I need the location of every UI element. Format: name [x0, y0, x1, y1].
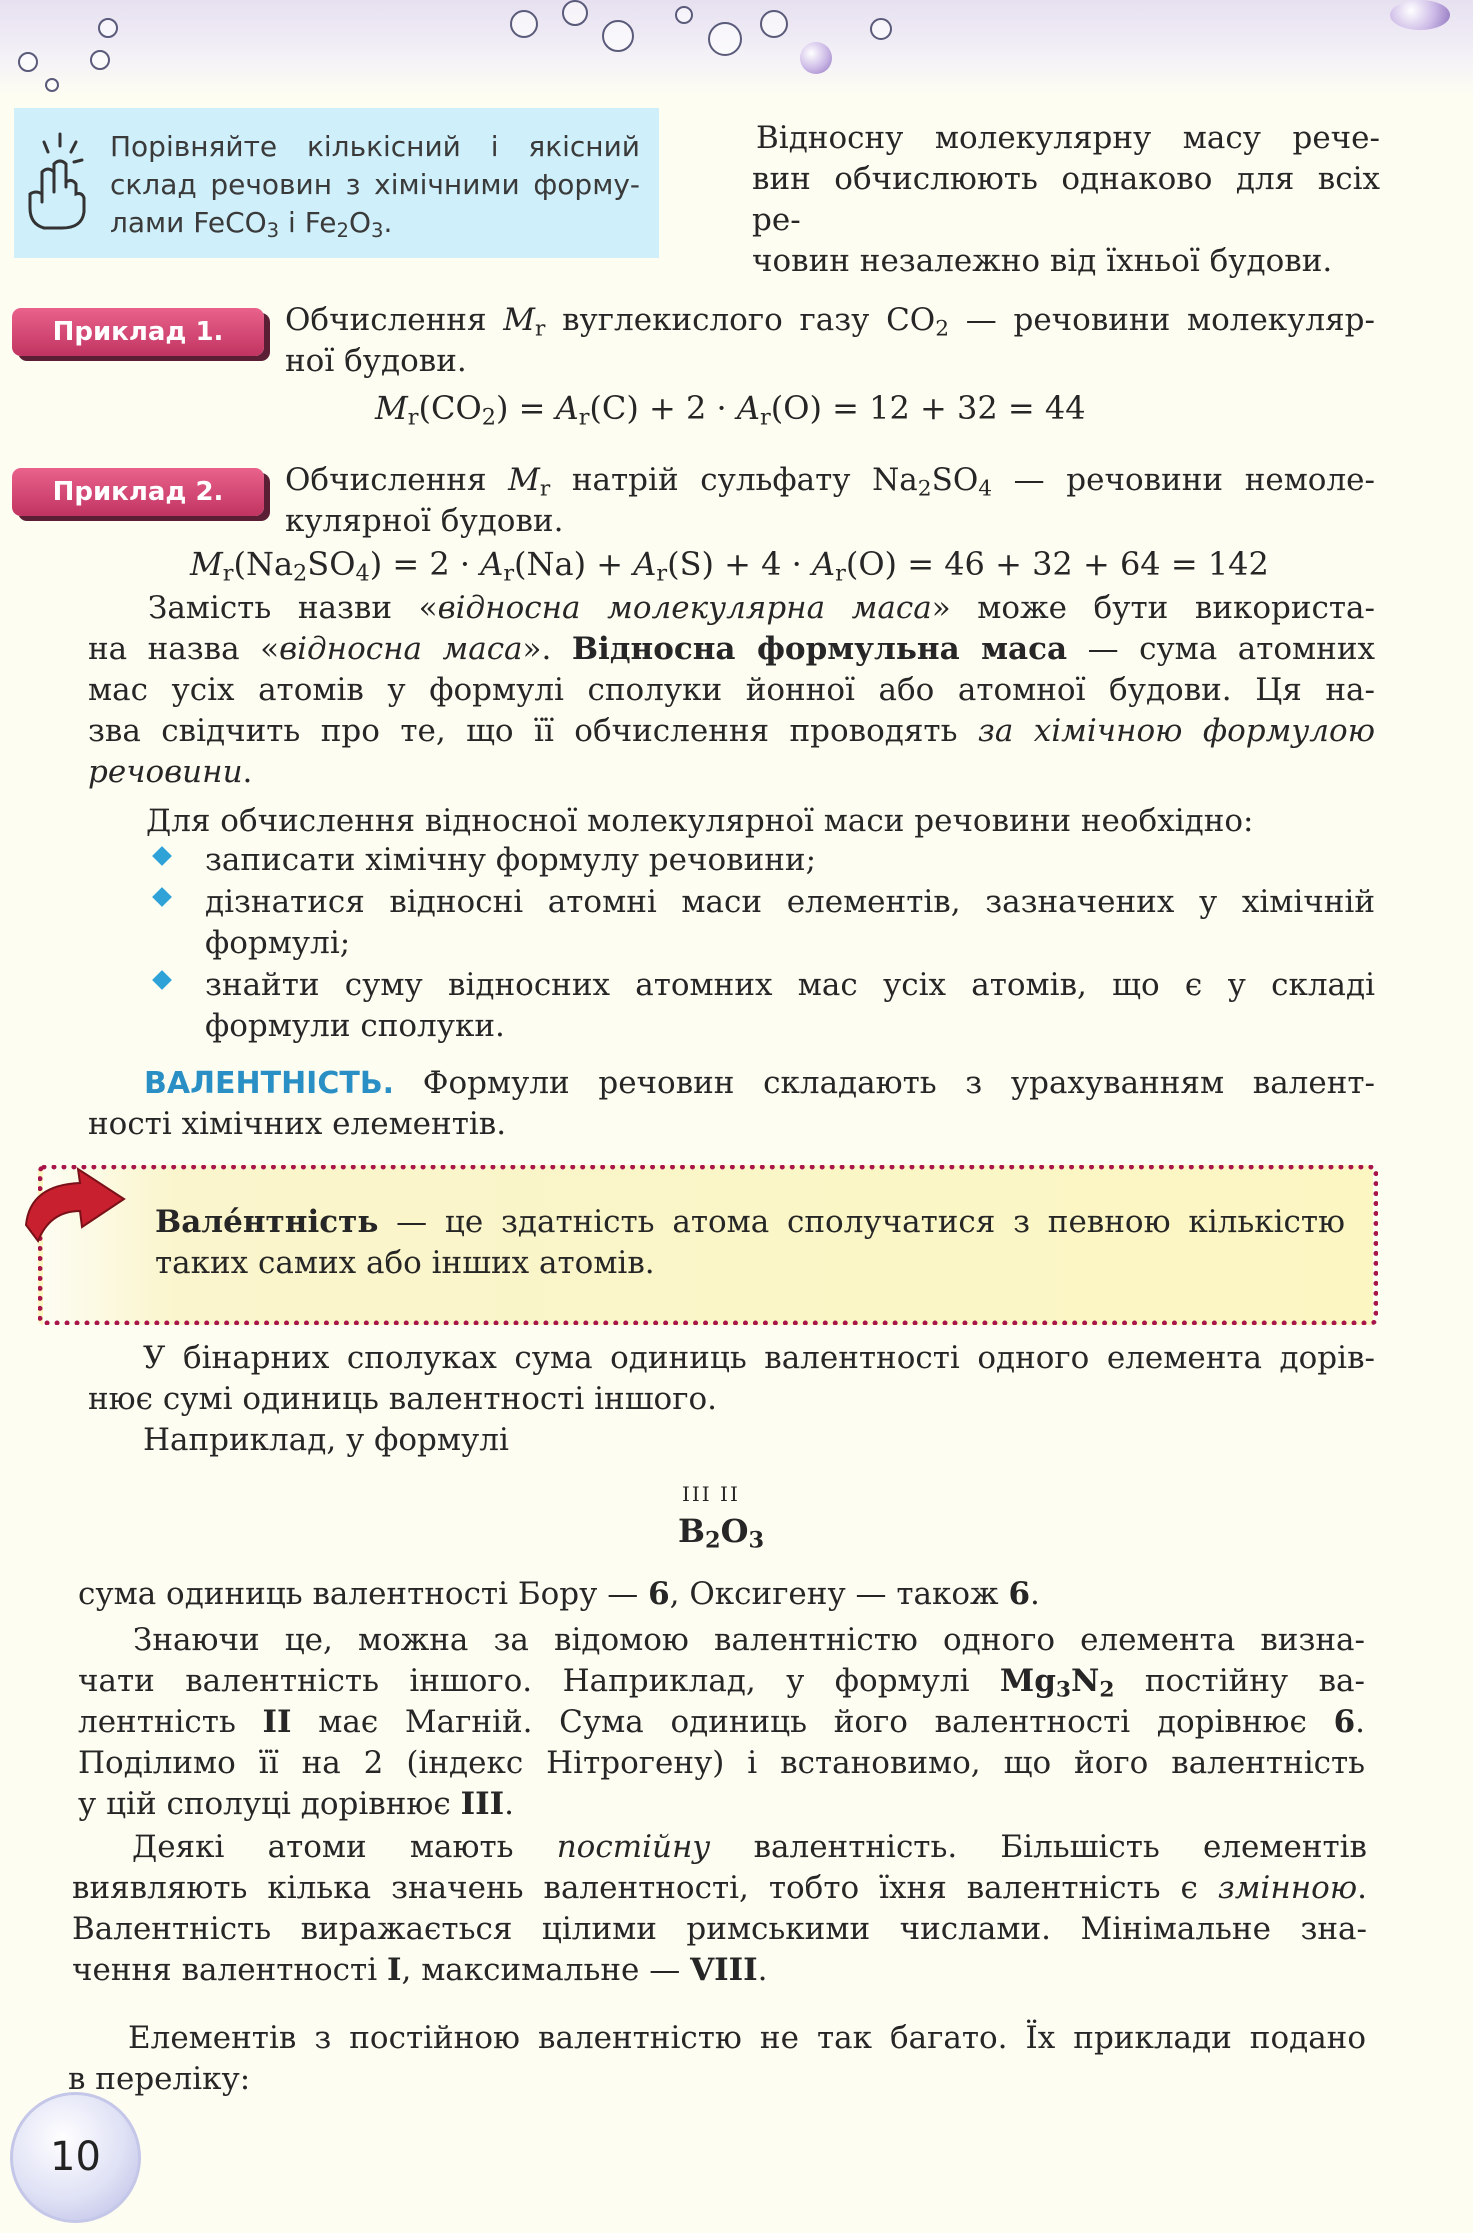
text-line — [88, 629, 1375, 670]
few-elements-paragraph — [68, 2018, 1366, 2100]
text-part: , максимальне — — [401, 1952, 691, 1988]
text-line — [285, 300, 1375, 341]
subscript: 2 — [1099, 1677, 1115, 1703]
list-item: записати хімічну формулу речовини; — [205, 842, 817, 878]
text-line: формулі; — [205, 925, 351, 961]
text-line: нює сумі одиниць валентності іншого. — [88, 1381, 717, 1417]
text-part: вуглекислого газу CO — [545, 302, 936, 338]
constant-valence-paragraph — [72, 1827, 1367, 1991]
page-number: 10 — [10, 2092, 141, 2223]
text-part: SO — [931, 462, 979, 498]
text-line — [88, 752, 1375, 793]
text-part: Обчислення — [285, 462, 509, 498]
italic-term: відносна молекулярна маса — [437, 590, 932, 626]
italic-term: змінною — [1217, 1870, 1358, 1906]
bullet-diamond-icon — [152, 970, 172, 990]
subscript: 3 — [371, 218, 384, 242]
knowing-paragraph — [78, 1620, 1365, 1825]
symbol-M: M — [503, 302, 535, 338]
text-part: виявляють кілька значень валентності, тобто їхня валентність є — [72, 1870, 1218, 1906]
subscript: r — [222, 560, 234, 587]
bubble-decoration — [602, 20, 634, 52]
bold-term: Відносна формульна маса — [571, 631, 1068, 667]
text-line: кулярної будови. — [285, 503, 564, 539]
list-item — [205, 965, 1375, 1047]
text-part: сума одиниць валентності Бору — — [78, 1576, 649, 1612]
bubble-decoration — [708, 22, 742, 56]
subscript: 4 — [355, 560, 370, 587]
example-1-formula: $M_r(CO_2) = A_r(C) + 2 \cdot A_r(O) = 12 + 32 = 44$ — [375, 389, 1086, 431]
intro-paragraph — [752, 118, 1380, 282]
bubble-decoration — [870, 18, 892, 40]
subscript: r — [407, 404, 419, 431]
example-2-text — [285, 460, 1375, 542]
text-part: » може бути використа- — [931, 590, 1375, 626]
text-line: ної будови. — [285, 343, 467, 379]
bubble-decoration — [510, 10, 538, 38]
bullet-diamond-icon — [152, 887, 172, 907]
definition-text — [155, 1202, 1345, 1284]
italic-term: постійну — [556, 1829, 711, 1865]
symbol-A: A — [736, 389, 760, 427]
text-part: чати валентність іншого. Наприклад, у формулі — [78, 1663, 1000, 1699]
text-line: Знаючи це, можна за відомою валентністю одного елемента визна- — [133, 1622, 1365, 1658]
formula-part: B — [678, 1512, 706, 1550]
subscript: r — [503, 560, 515, 587]
bubble-decoration — [1390, 0, 1450, 30]
curved-arrow-icon — [20, 1165, 130, 1255]
subscript: r — [656, 560, 668, 587]
text-line: формули сполуки. — [205, 1008, 505, 1044]
tip-formula-part: . — [383, 206, 393, 239]
bubble-decoration — [800, 42, 832, 74]
text-part: Деякі атоми мають — [132, 1829, 557, 1865]
text-line: в переліку: — [68, 2061, 251, 2097]
text-part: зва свідчить про те, що її обчислення проводять — [88, 713, 978, 749]
text-line — [72, 1827, 1367, 1868]
text-line — [155, 1202, 1345, 1243]
bubble-decoration — [760, 10, 788, 38]
symbol-A: A — [633, 545, 657, 583]
text-part: постійну ва- — [1114, 1663, 1365, 1699]
text-part: чення валентності — [72, 1952, 387, 1988]
text-line: човин незалежно від їхньої будови. — [752, 243, 1333, 279]
text-line: Валентність виражається цілими римськими числами. Мінімальне зна- — [72, 1911, 1367, 1947]
subscript: 2 — [705, 1527, 721, 1554]
valence-paragraph — [88, 1063, 1375, 1145]
bold-roman-numeral: III — [460, 1786, 505, 1822]
text-line: ності хімічних елементів. — [88, 1106, 507, 1142]
binary-paragraph — [88, 1338, 1375, 1461]
text-line: таких самих або інших атомів. — [155, 1245, 655, 1281]
text-part: . — [757, 1952, 768, 1988]
example-formula — [678, 1512, 765, 1554]
text-part: . — [1357, 1870, 1367, 1906]
example-2-formula: $M_r(Na_2SO_4) = 2 \cdot A_r(Na) + A_r(S) + 4 \cdot A_r(O) = 46 + 32 + 64 = 142$ — [190, 545, 1269, 587]
subscript: 2 — [935, 316, 950, 342]
text-line: вин обчислюють однаково для всіх ре- — [752, 161, 1380, 238]
formula-part: Mg — [999, 1663, 1056, 1699]
text-part: лентність — [78, 1704, 263, 1740]
text-line: У бінарних сполуках сума одиниць валентності одного елемента дорів- — [143, 1340, 1375, 1376]
subscript: 2 — [917, 476, 932, 502]
text-line — [78, 1661, 1365, 1702]
text-part: . — [1030, 1576, 1040, 1612]
text-line — [285, 460, 1375, 501]
tip-formula-part: лами FeCO — [110, 206, 267, 239]
text-line — [78, 1702, 1365, 1743]
formula-part: N — [1071, 1663, 1100, 1699]
symbol-M: M — [508, 462, 540, 498]
example-1-text — [285, 300, 1375, 382]
bold-number: 6 — [1008, 1576, 1031, 1612]
italic-term: речовини — [88, 754, 243, 790]
subscript: r — [835, 560, 846, 587]
defined-term: Вале́нтність — [155, 1204, 379, 1240]
symbol-A: A — [812, 545, 836, 583]
text-part: на назва « — [88, 631, 280, 667]
example-1-badge: Приклад 1. — [12, 308, 264, 356]
text-line — [72, 1950, 1367, 1991]
text-part: — сума атомних — [1067, 631, 1375, 667]
bold-number: 6 — [648, 1576, 670, 1612]
valence-sum-line — [78, 1574, 1040, 1615]
subscript: r — [578, 404, 590, 431]
symbol-A: A — [555, 389, 579, 427]
symbol-M: M — [190, 545, 223, 583]
list-item — [205, 882, 1375, 964]
tip-line — [110, 204, 640, 242]
text-part: . — [504, 1786, 514, 1822]
text-line: Елементів з постійною валентністю не так багато. Їх приклади подано — [128, 2020, 1366, 2056]
bubble-decoration — [562, 0, 588, 26]
subscript: 2 — [336, 218, 349, 242]
subscript: 3 — [266, 218, 280, 242]
example-2-badge: Приклад 2. — [12, 468, 264, 516]
subscript: r — [535, 316, 546, 342]
bubble-decoration — [98, 18, 118, 38]
bold-formula — [999, 1663, 1115, 1703]
formula-part: O — [720, 1512, 749, 1550]
italic-term: за хімічною формулою — [977, 713, 1375, 749]
text-line: Поділимо її на 2 (індекс Нітрогену) і встановимо, що його валентність — [78, 1745, 1365, 1781]
text-part: ». — [522, 631, 572, 667]
text-part: — речовини молекуляр- — [949, 302, 1375, 338]
text-line — [88, 588, 1375, 629]
subscript: r — [539, 476, 551, 502]
text-line: дізнатися відносні атомні маси елементів, зазначених у хімічній — [205, 884, 1375, 920]
pointing-hand-icon — [22, 132, 90, 232]
text-part: валентність. Більшість елементів — [710, 1829, 1368, 1865]
italic-term: відносна маса — [279, 631, 523, 667]
text-line: мас усіх атомів у формулі сполуки йонної або атомної будови. Ця на- — [88, 672, 1375, 708]
section-heading: ВАЛЕНТНІСТЬ. — [144, 1066, 395, 1101]
text-part: Обчислення — [285, 302, 504, 338]
text-line — [72, 1868, 1367, 1909]
bubble-decoration — [45, 78, 59, 92]
text-line: Відносну молекулярну масу рече- — [756, 120, 1380, 156]
steps-intro: Для обчислення відносної молекулярної маси речовини необхідно: — [146, 803, 1254, 839]
tip-line: склад речовин з хімічними форму- — [110, 168, 640, 201]
valence-labels: III II — [682, 1482, 740, 1506]
subscript: 3 — [1055, 1677, 1072, 1703]
symbol-M: M — [375, 389, 408, 427]
text-part: . — [1355, 1704, 1365, 1740]
tip-line: Порівняйте кількісний і якісний — [110, 130, 640, 163]
text-part: Замість назви « — [148, 590, 438, 626]
subscript: r — [760, 404, 771, 431]
tip-formula-part: і Fe — [279, 206, 337, 239]
bubble-decoration — [90, 50, 110, 70]
text-part: має Магній. Сума одиниць його валентності дорівнює — [291, 1704, 1334, 1740]
subscript: 4 — [978, 476, 993, 502]
text-line — [88, 1063, 1375, 1104]
text-line — [88, 711, 1375, 752]
text-line — [78, 1784, 1365, 1825]
text-part: . — [242, 754, 253, 790]
bold-roman-numeral: II — [262, 1704, 292, 1740]
text-part: , Оксигену — також — [669, 1576, 1009, 1612]
text-line: Наприклад, у формулі — [143, 1422, 509, 1458]
tip-text — [110, 128, 640, 242]
bold-roman-numeral: I — [386, 1952, 402, 1988]
text-part: — речовини немоле- — [992, 462, 1375, 498]
tip-formula-part: O — [349, 206, 372, 239]
symbol-A: A — [480, 545, 504, 583]
subscript: 2 — [481, 404, 496, 431]
text-line: знайти суму відносних атомних мас усіх атомів, що є у складі — [205, 967, 1375, 1003]
bubble-decoration — [675, 6, 693, 24]
text-part: натрій сульфату Na — [550, 462, 918, 498]
subscript: 3 — [748, 1527, 765, 1554]
bold-roman-numeral: VIII — [690, 1952, 758, 1988]
bold-number: 6 — [1333, 1704, 1356, 1740]
subscript: 2 — [293, 560, 308, 587]
text-part: у цій сполуці дорівнює — [78, 1786, 461, 1822]
bullet-diamond-icon — [152, 846, 172, 866]
bubble-decoration — [18, 52, 38, 72]
relative-mass-paragraph — [88, 588, 1375, 793]
text-part: Формули речовин складають з урахуванням валент- — [394, 1065, 1375, 1101]
text-part: — це здатність атома сполучатися з певною кількістю — [378, 1204, 1345, 1240]
